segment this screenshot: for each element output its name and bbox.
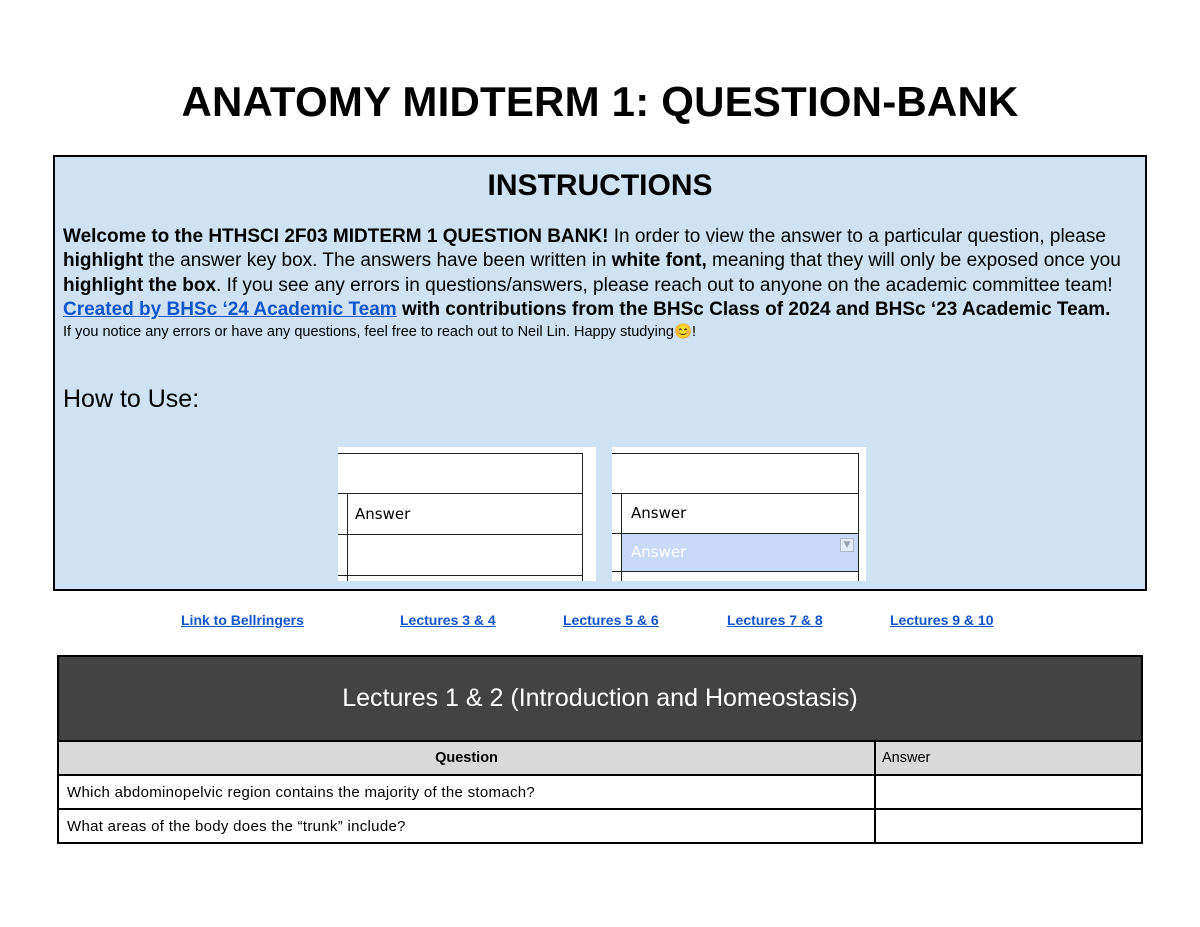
nav-link-lectures-3-4[interactable]: Lectures 3 & 4	[400, 612, 496, 628]
nav-link-lectures-5-6[interactable]: Lectures 5 & 6	[563, 612, 659, 628]
page-title: ANATOMY MIDTERM 1: QUESTION-BANK	[181, 78, 1019, 125]
instr-text-3: meaning that they will only be exposed once you	[706, 250, 1121, 272]
welcome-text: Welcome to the HTHSCI 2F03 MIDTERM 1 QUESTION BANK!	[63, 226, 609, 247]
nav-link-lectures-9-10[interactable]: Lectures 9 & 10	[890, 612, 994, 628]
instr-text-2: the answer key box. The answers have been written in	[143, 250, 612, 272]
instr-bold-3: highlight the box	[63, 274, 217, 296]
column-header-answer: Answer	[875, 741, 1142, 775]
demo-after-image	[612, 447, 866, 581]
table-heading: Lectures 1 & 2 (Introduction and Homeostasis)	[58, 656, 1142, 741]
instructions-note: If you notice any errors or have any questions, feel free to reach out to Neil Lin. Happy studying😊!	[63, 324, 697, 341]
instr-text-1: In order to view the answer to a particular question, please	[608, 226, 1106, 247]
demo-answer-cell: Answer	[631, 504, 687, 522]
question-cell: What areas of the body does the “trunk” include?	[58, 809, 875, 843]
answer-cell[interactable]	[875, 775, 1142, 809]
column-header-question: Question	[58, 741, 875, 775]
nav-link-lectures-7-8[interactable]: Lectures 7 & 8	[727, 612, 823, 628]
how-to-use-heading: How to Use:	[63, 385, 200, 413]
instr-bold-2: white font,	[611, 250, 707, 272]
answer-cell[interactable]	[875, 809, 1142, 843]
instr-bold-1: highlight	[63, 250, 144, 272]
demo-before-image	[338, 447, 596, 581]
nav-link-bellringers[interactable]: Link to Bellringers	[181, 612, 304, 628]
question-cell: Which abdominopelvic region contains the majority of the stomach?	[58, 775, 875, 809]
instructions-box	[53, 155, 1147, 591]
dropdown-arrow-icon: ▼	[840, 538, 854, 552]
question-table	[57, 655, 1143, 844]
instructions-text	[63, 225, 1133, 342]
academic-team-link[interactable]: Created by BHSc ‘24 Academic Team	[63, 298, 397, 320]
table-row	[58, 809, 1142, 843]
instr-text-4: . If you see any errors in questions/answers, please reach out to anyone on the academic committee team!	[216, 274, 1113, 296]
instructions-heading: INSTRUCTIONS	[487, 169, 713, 202]
instr-bold-4: with contributions from the BHSc Class of 2024 and BHSc ‘23 Academic Team.	[396, 298, 1111, 320]
demo-highlighted-answer: Answer	[631, 543, 687, 561]
table-row	[58, 775, 1142, 809]
demo-answer-cell: Answer	[355, 505, 411, 523]
